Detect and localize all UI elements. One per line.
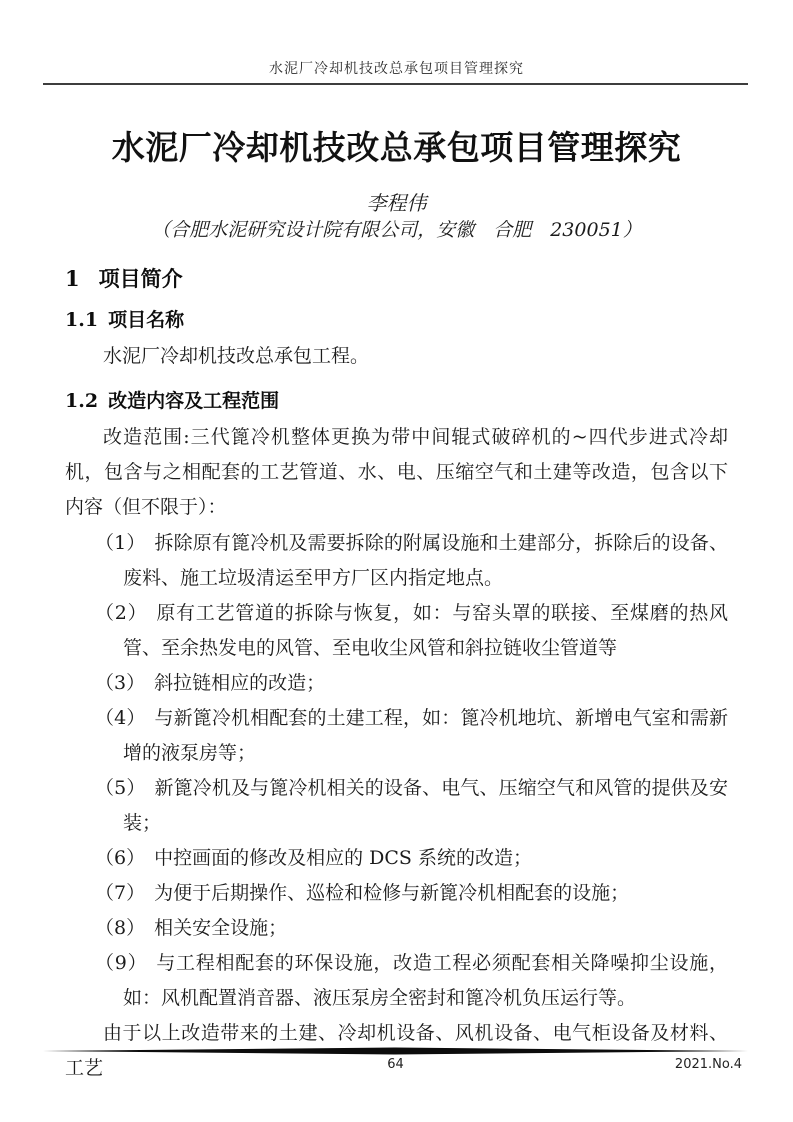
- item-number: （8）: [95, 917, 146, 939]
- list-item: [65, 596, 728, 666]
- list-item: [65, 701, 728, 771]
- project-name-paragraph: 水泥厂冷却机技改总承包工程。: [103, 345, 370, 367]
- subsection-1-2-title: 改造内容及工程范围: [108, 390, 280, 412]
- subsection-1-2-number: 1.2: [65, 390, 99, 412]
- scope-item-list: [65, 526, 728, 1016]
- footer-rule: [43, 1047, 748, 1055]
- section-1-title: 项目简介: [98, 267, 183, 291]
- item-number: （1）: [95, 532, 146, 554]
- item-number: （2）: [95, 602, 148, 624]
- item-number: （4）: [95, 707, 146, 729]
- author-affiliation: （合肥水泥研究设计院有限公司，安徽 合肥 230051）: [151, 219, 642, 241]
- section-1-heading: [65, 265, 728, 293]
- subsection-1-1-heading: [65, 308, 728, 333]
- list-item: [65, 911, 728, 946]
- item-text: 与新篦冷机相配套的土建工程，如：篦冷机地坑、新增电气室和需新增的液泵房等；: [123, 707, 728, 764]
- issue-label: 2021.No.4: [674, 1057, 742, 1072]
- item-text: 拆除原有篦冷机及需要拆除的附属设施和土建部分，拆除后的设备、废料、施工垃圾清运至甲方厂区内指定地点。: [123, 532, 728, 589]
- item-text: 相关安全设施；: [154, 917, 288, 939]
- subsection-1-1-title: 项目名称: [108, 309, 185, 331]
- subsection-1-2-heading: [65, 389, 728, 414]
- footer-text-line: [43, 1056, 748, 1074]
- list-item: [65, 876, 728, 911]
- page-footer: [43, 1047, 748, 1074]
- item-text: 新篦冷机及与篦冷机相关的设备、电气、压缩空气和风管的提供及安装；: [123, 777, 728, 834]
- item-text: 与工程相配套的环保设施，改造工程必须配套相关降噪抑尘设施，如：风机配置消音器、液压泵房全密封和篦冷机负压运行等。: [123, 952, 728, 1009]
- author-name: 李程伟: [366, 191, 427, 215]
- list-item: [65, 526, 728, 596]
- page-number: 64: [387, 1057, 404, 1072]
- running-header-title: 水泥厂冷却机技改总承包项目管理探究: [269, 61, 524, 77]
- article-title: 水泥厂冷却机技改总承包项目管理探究: [111, 128, 682, 167]
- subsection-1-1-number: 1.1: [65, 309, 99, 331]
- item-number: （5）: [95, 777, 146, 799]
- header-rule: [43, 83, 748, 85]
- scope-paragraph: 改造范围:三代篦冷机整体更换为带中间辊式破碎机的~四代步进式冷却机，包含与之相配套的工艺管道、水、电、压缩空气和土建等改造，包含以下内容（但不限于）：: [65, 426, 728, 518]
- item-number: （9）: [95, 952, 148, 974]
- closing-paragraph: 由于以上改造带来的土建、冷却机设备、风机设备、电气柜设备及材料、工艺: [65, 1022, 728, 1079]
- list-item: [65, 666, 728, 701]
- item-text: 原有工艺管道的拆除与恢复，如：与窑头罩的联接、至煤磨的热风管、至余热发电的风管、至电收尘风管和斜拉链收尘管道等: [123, 602, 728, 659]
- item-text: 为便于后期操作、巡检和检修与新篦冷机相配套的设施；: [154, 882, 630, 904]
- item-text: 中控画面的修改及相应的 DCS 系统的改造；: [154, 847, 532, 869]
- item-number: （3）: [95, 672, 146, 694]
- list-item: [65, 841, 728, 876]
- list-item: [65, 771, 728, 841]
- item-number: （7）: [95, 882, 146, 904]
- list-item: [65, 946, 728, 1016]
- item-number: （6）: [95, 847, 146, 869]
- item-text: 斜拉链相应的改造；: [154, 672, 326, 694]
- section-1-number: 1: [65, 266, 80, 291]
